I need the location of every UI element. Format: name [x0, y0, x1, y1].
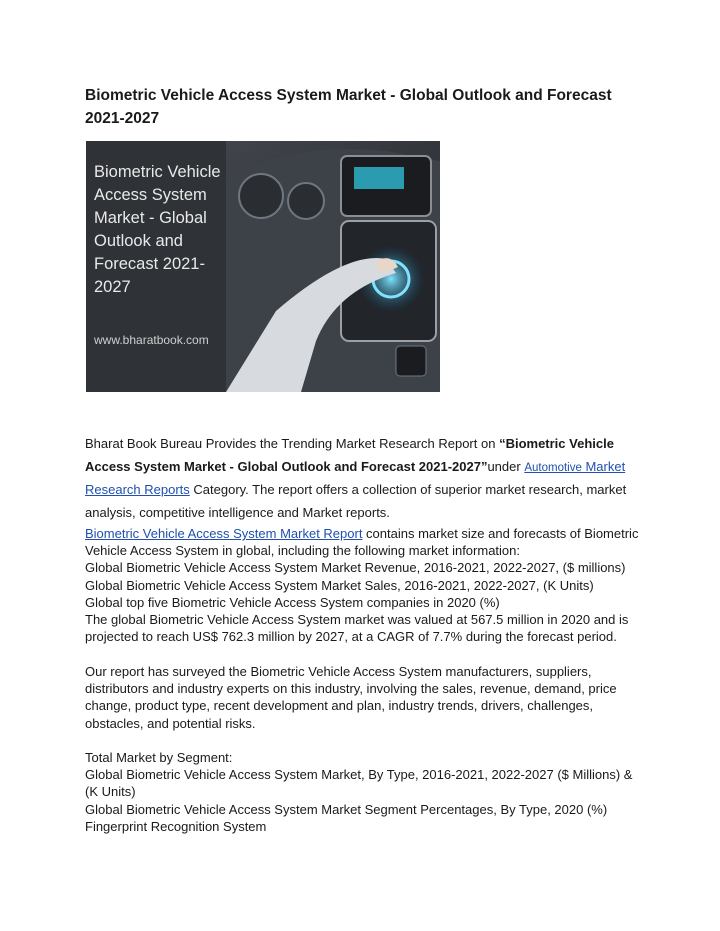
- section1-line-0: [85, 525, 640, 542]
- hero-image: [86, 141, 440, 392]
- section-market-information: [85, 525, 640, 645]
- hero-overlay-text: Biometric Vehicle Access System Market - Global Outlook and Forecast 2021-2027: [94, 163, 221, 296]
- page-title: Biometric Vehicle Access System Market - Global Outlook and Forecast 2021-2027: [85, 87, 612, 127]
- link-market-research-reports: Market Research Reports: [85, 458, 626, 497]
- section1-line: Global Biometric Vehicle Access System Market Sales, 2016-2021, 2022-2027, (K Units): [85, 577, 594, 593]
- section1-line: The global Biometric Vehicle Access System market was valued at 567.5 million in 2020 and is: [85, 612, 629, 628]
- intro-suffix: Category. The report offers a collection of superior market research, market analysis, competitive intelligence and Market reports.: [85, 482, 627, 520]
- hero-url: www.bharatbook.com: [94, 333, 209, 347]
- section2-line: change, product type, recent development and plan, industry trends, drivers, challenges,: [85, 698, 594, 714]
- section-survey: [85, 663, 640, 732]
- intro-paragraph: [85, 433, 635, 524]
- section3-line: Global Biometric Vehicle Access System Market, By Type, 2016-2021, 2022-2027 ($ Millions) &: [85, 767, 633, 783]
- section3-line: Total Market by Segment:: [85, 750, 233, 765]
- section1-line: Global top five Biometric Vehicle Access System companies in 2020 (%): [85, 594, 500, 610]
- section3-line: (K Units): [85, 784, 136, 800]
- market-report-link[interactable]: Biometric Vehicle Access System Market Report: [85, 526, 363, 541]
- intro-under: under: [487, 458, 525, 474]
- section1-line: Vehicle Access System in global, including the following market information:: [85, 543, 520, 559]
- section1-line0-rest: contains market size and forecasts of Biometric: [362, 526, 639, 541]
- section1-line: Global Biometric Vehicle Access System Market Revenue, 2016-2021, 2022-2027, ($ millions): [85, 560, 626, 576]
- section3-line: Global Biometric Vehicle Access System Market Segment Percentages, By Type, 2020 (%): [85, 801, 608, 817]
- section1-line: projected to reach US$ 762.3 million by 2027, at a CAGR of 7.7% during the forecast period.: [85, 629, 617, 645]
- section2-line: obstacles, and potential risks.: [85, 715, 256, 731]
- intro-prefix: Bharat Book Bureau Provides the Trending Market Research Report on: [85, 436, 500, 451]
- section2-line: Our report has surveyed the Biometric Vehicle Access System manufacturers, suppliers,: [85, 664, 592, 679]
- intro-report-title: “Biometric Vehicle Access System Market - Global Outlook and Forecast 2021-2027”: [85, 436, 614, 474]
- section3-line: Fingerprint Recognition System: [85, 818, 267, 834]
- section2-line: distributors and industry experts on this industry, involving the sales, revenue, demand, price: [85, 681, 617, 697]
- link-automotive: Automotive: [524, 461, 582, 474]
- section-total-market: [85, 749, 640, 835]
